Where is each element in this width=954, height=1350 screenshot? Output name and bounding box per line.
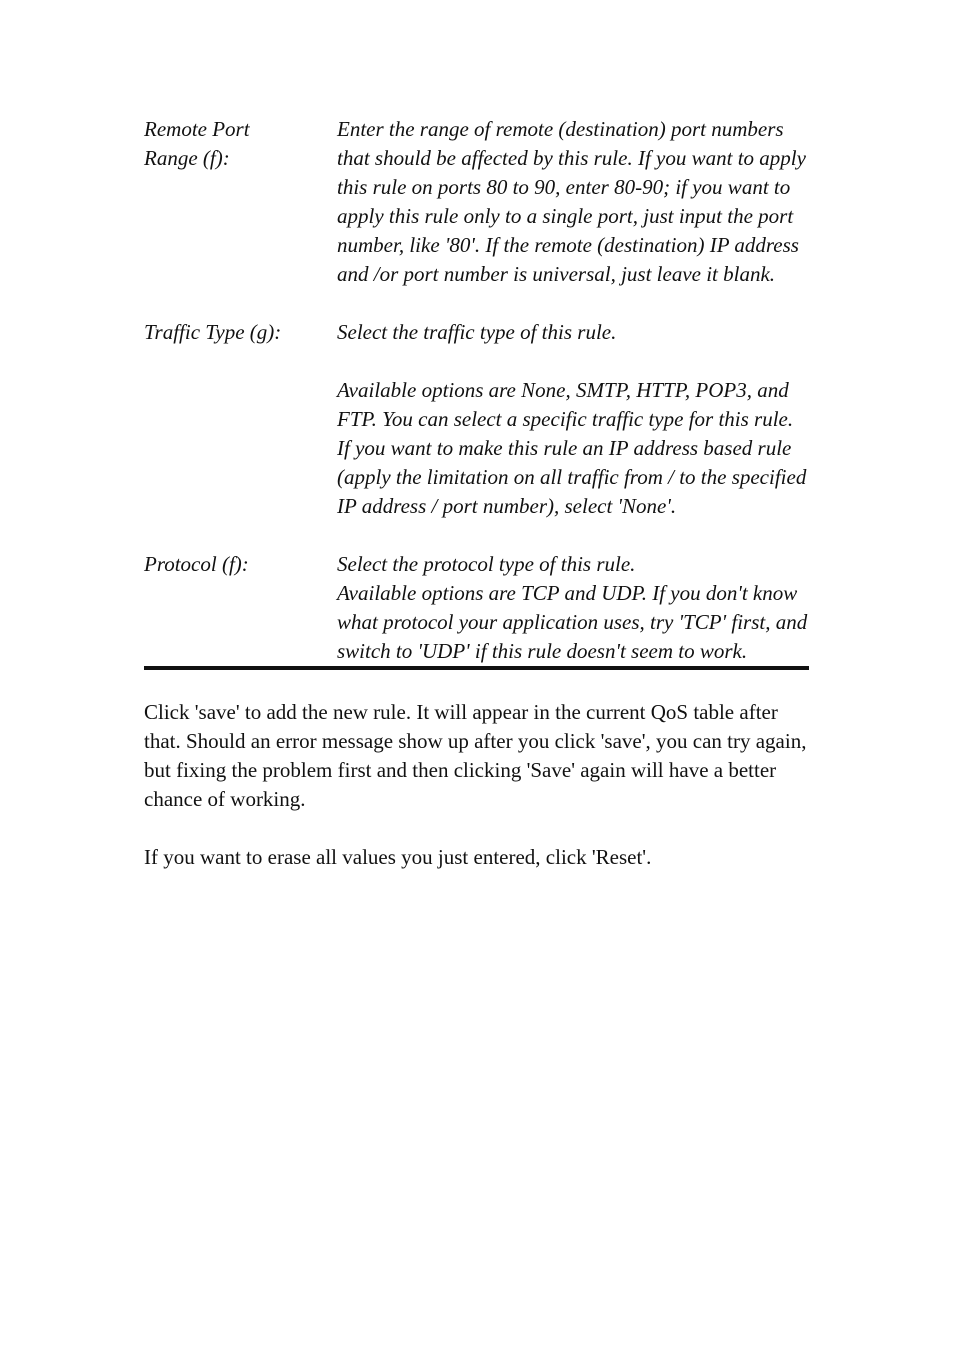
description-remote-port-range [337,115,809,289]
definition-row-remote-port-range [144,115,809,289]
description-paragraph: Available options are TCP and UDP. If you don't know what protocol your application uses, try 'TCP' first, and switch to 'UDP' if this rule doesn't seem to work. [337,581,808,663]
description-protocol [337,550,809,666]
paragraph-spacer [337,347,809,376]
definition-row-traffic-type [144,318,809,521]
definition-table [144,115,809,670]
term-remote-port-range: Remote Port Range (f): [144,117,250,170]
term-protocol: Protocol (f): [144,552,249,576]
definition-row-protocol [144,550,809,666]
description-paragraph: Select the traffic type of this rule. [337,320,617,344]
description-paragraph: Enter the range of remote (destination) port numbers that should be affected by this rule. If you want to apply this rule on ports 80 to 90, enter 80-90; if you want to apply this rule only to a single port, just input the port number, like '80'. If the remote (destination) IP address and /or port number is universal, just leave it blank. [337,117,806,286]
description-traffic-type [337,318,809,521]
description-paragraph: Available options are None, SMTP, HTTP, POP3, and FTP. You can select a specific traffic type for this rule. If you want to make this rule an IP address based rule (apply the limitation on all traffic from / to the specified IP address / port number), select 'None'. [337,378,807,518]
table-bottom-rule [144,666,809,670]
reset-instruction-paragraph: If you want to erase all values you just entered, click 'Reset'. [144,845,652,869]
term-traffic-type: Traffic Type (g): [144,320,282,344]
document-page [144,115,809,872]
body-text [144,698,809,872]
paragraph-spacer [144,814,809,843]
save-instruction-paragraph: Click 'save' to add the new rule. It will appear in the current QoS table after that. Should an error message show up after you click 'save', you can try again, but fixing the problem first and then clicking 'Save' again will have a better chance of working. [144,700,807,811]
description-paragraph: Select the protocol type of this rule. [337,552,636,576]
row-spacer [144,521,809,550]
row-spacer [144,289,809,318]
